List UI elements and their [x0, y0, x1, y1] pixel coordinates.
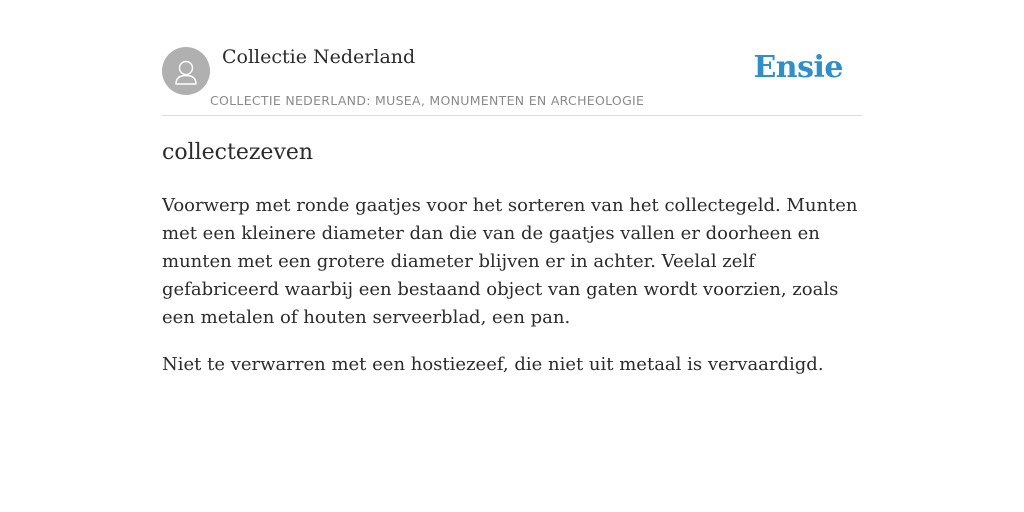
ensie-logo-link[interactable]: Ensie [753, 50, 843, 85]
term-title: collectezeven [162, 140, 314, 165]
author-avatar[interactable] [162, 47, 210, 95]
collection-name-link[interactable]: COLLECTIE NEDERLAND: MUSEA, MONUMENTEN EN ARCHEOLOGIE [210, 93, 645, 108]
user-placeholder-icon [162, 47, 210, 95]
definition-paragraph: Voorwerp met ronde gaatjes voor het sorteren van het collectegeld. Munten met een kleinere diameter dan die van de gaatjes vallen er doorheen en munten met een grotere diameter blijven er in achter. Veelal zelf gefabriceerd waarbij een bestaand object van gaten wordt voorzien, zoals een metalen of houten serveerblad, een pan. [162, 195, 858, 328]
definition-paragraph: Niet te verwarren met een hostiezeef, die niet uit metaal is vervaardigd. [162, 354, 824, 375]
entry-header [162, 0, 862, 116]
definition-body [162, 192, 862, 398]
author-name-link[interactable]: Collectie Nederland [222, 46, 416, 68]
